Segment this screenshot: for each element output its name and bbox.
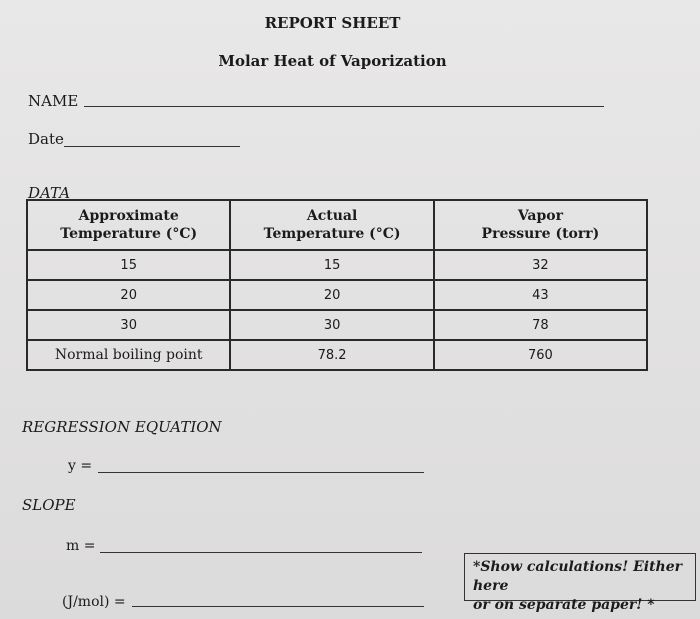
heat-vaporization-line[interactable] xyxy=(132,606,424,607)
page-title: REPORT SHEET xyxy=(264,14,401,32)
date-field-line[interactable] xyxy=(64,146,240,147)
column-header-approx-temp: Approximate Temperature (°C) xyxy=(27,200,230,250)
column-header-actual-temp: Actual Temperature (°C) xyxy=(230,200,433,250)
m-label: m = xyxy=(66,538,96,554)
table-cell: 20 xyxy=(27,280,230,310)
table-cell: 78.2 xyxy=(230,340,433,370)
table-cell: 20 xyxy=(230,280,433,310)
table-header-row xyxy=(27,200,647,250)
regression-equation-line[interactable] xyxy=(98,472,424,473)
table-cell: 78 xyxy=(434,310,647,340)
date-label: Date xyxy=(28,130,64,148)
table-cell: 43 xyxy=(434,280,647,310)
table-cell: 32 xyxy=(434,250,647,280)
table-row xyxy=(27,340,647,370)
data-section-label: DATA xyxy=(28,184,71,202)
regression-section-label: REGRESSION EQUATION xyxy=(22,418,222,436)
y-label: y = xyxy=(68,458,93,474)
slope-section-label: SLOPE xyxy=(22,496,76,514)
slope-value-line[interactable] xyxy=(100,552,422,553)
name-label: NAME xyxy=(28,92,79,110)
table-cell: 30 xyxy=(27,310,230,340)
table-row xyxy=(27,280,647,310)
jmol-label: (J/mol) = xyxy=(62,594,126,610)
table-cell: Normal boiling point xyxy=(27,340,230,370)
data-table xyxy=(26,199,648,371)
table-row xyxy=(27,250,647,280)
page-subtitle: Molar Heat of Vaporization xyxy=(218,52,447,70)
table-cell: 30 xyxy=(230,310,433,340)
table-cell: 15 xyxy=(230,250,433,280)
table-row xyxy=(27,310,647,340)
table-cell: 760 xyxy=(434,340,647,370)
column-header-vapor-pressure: Vapor Pressure (torr) xyxy=(434,200,647,250)
table-cell: 15 xyxy=(27,250,230,280)
name-field-line[interactable] xyxy=(84,106,604,107)
show-calculations-note: *Show calculations! Either here or on separate paper! * xyxy=(464,553,696,601)
